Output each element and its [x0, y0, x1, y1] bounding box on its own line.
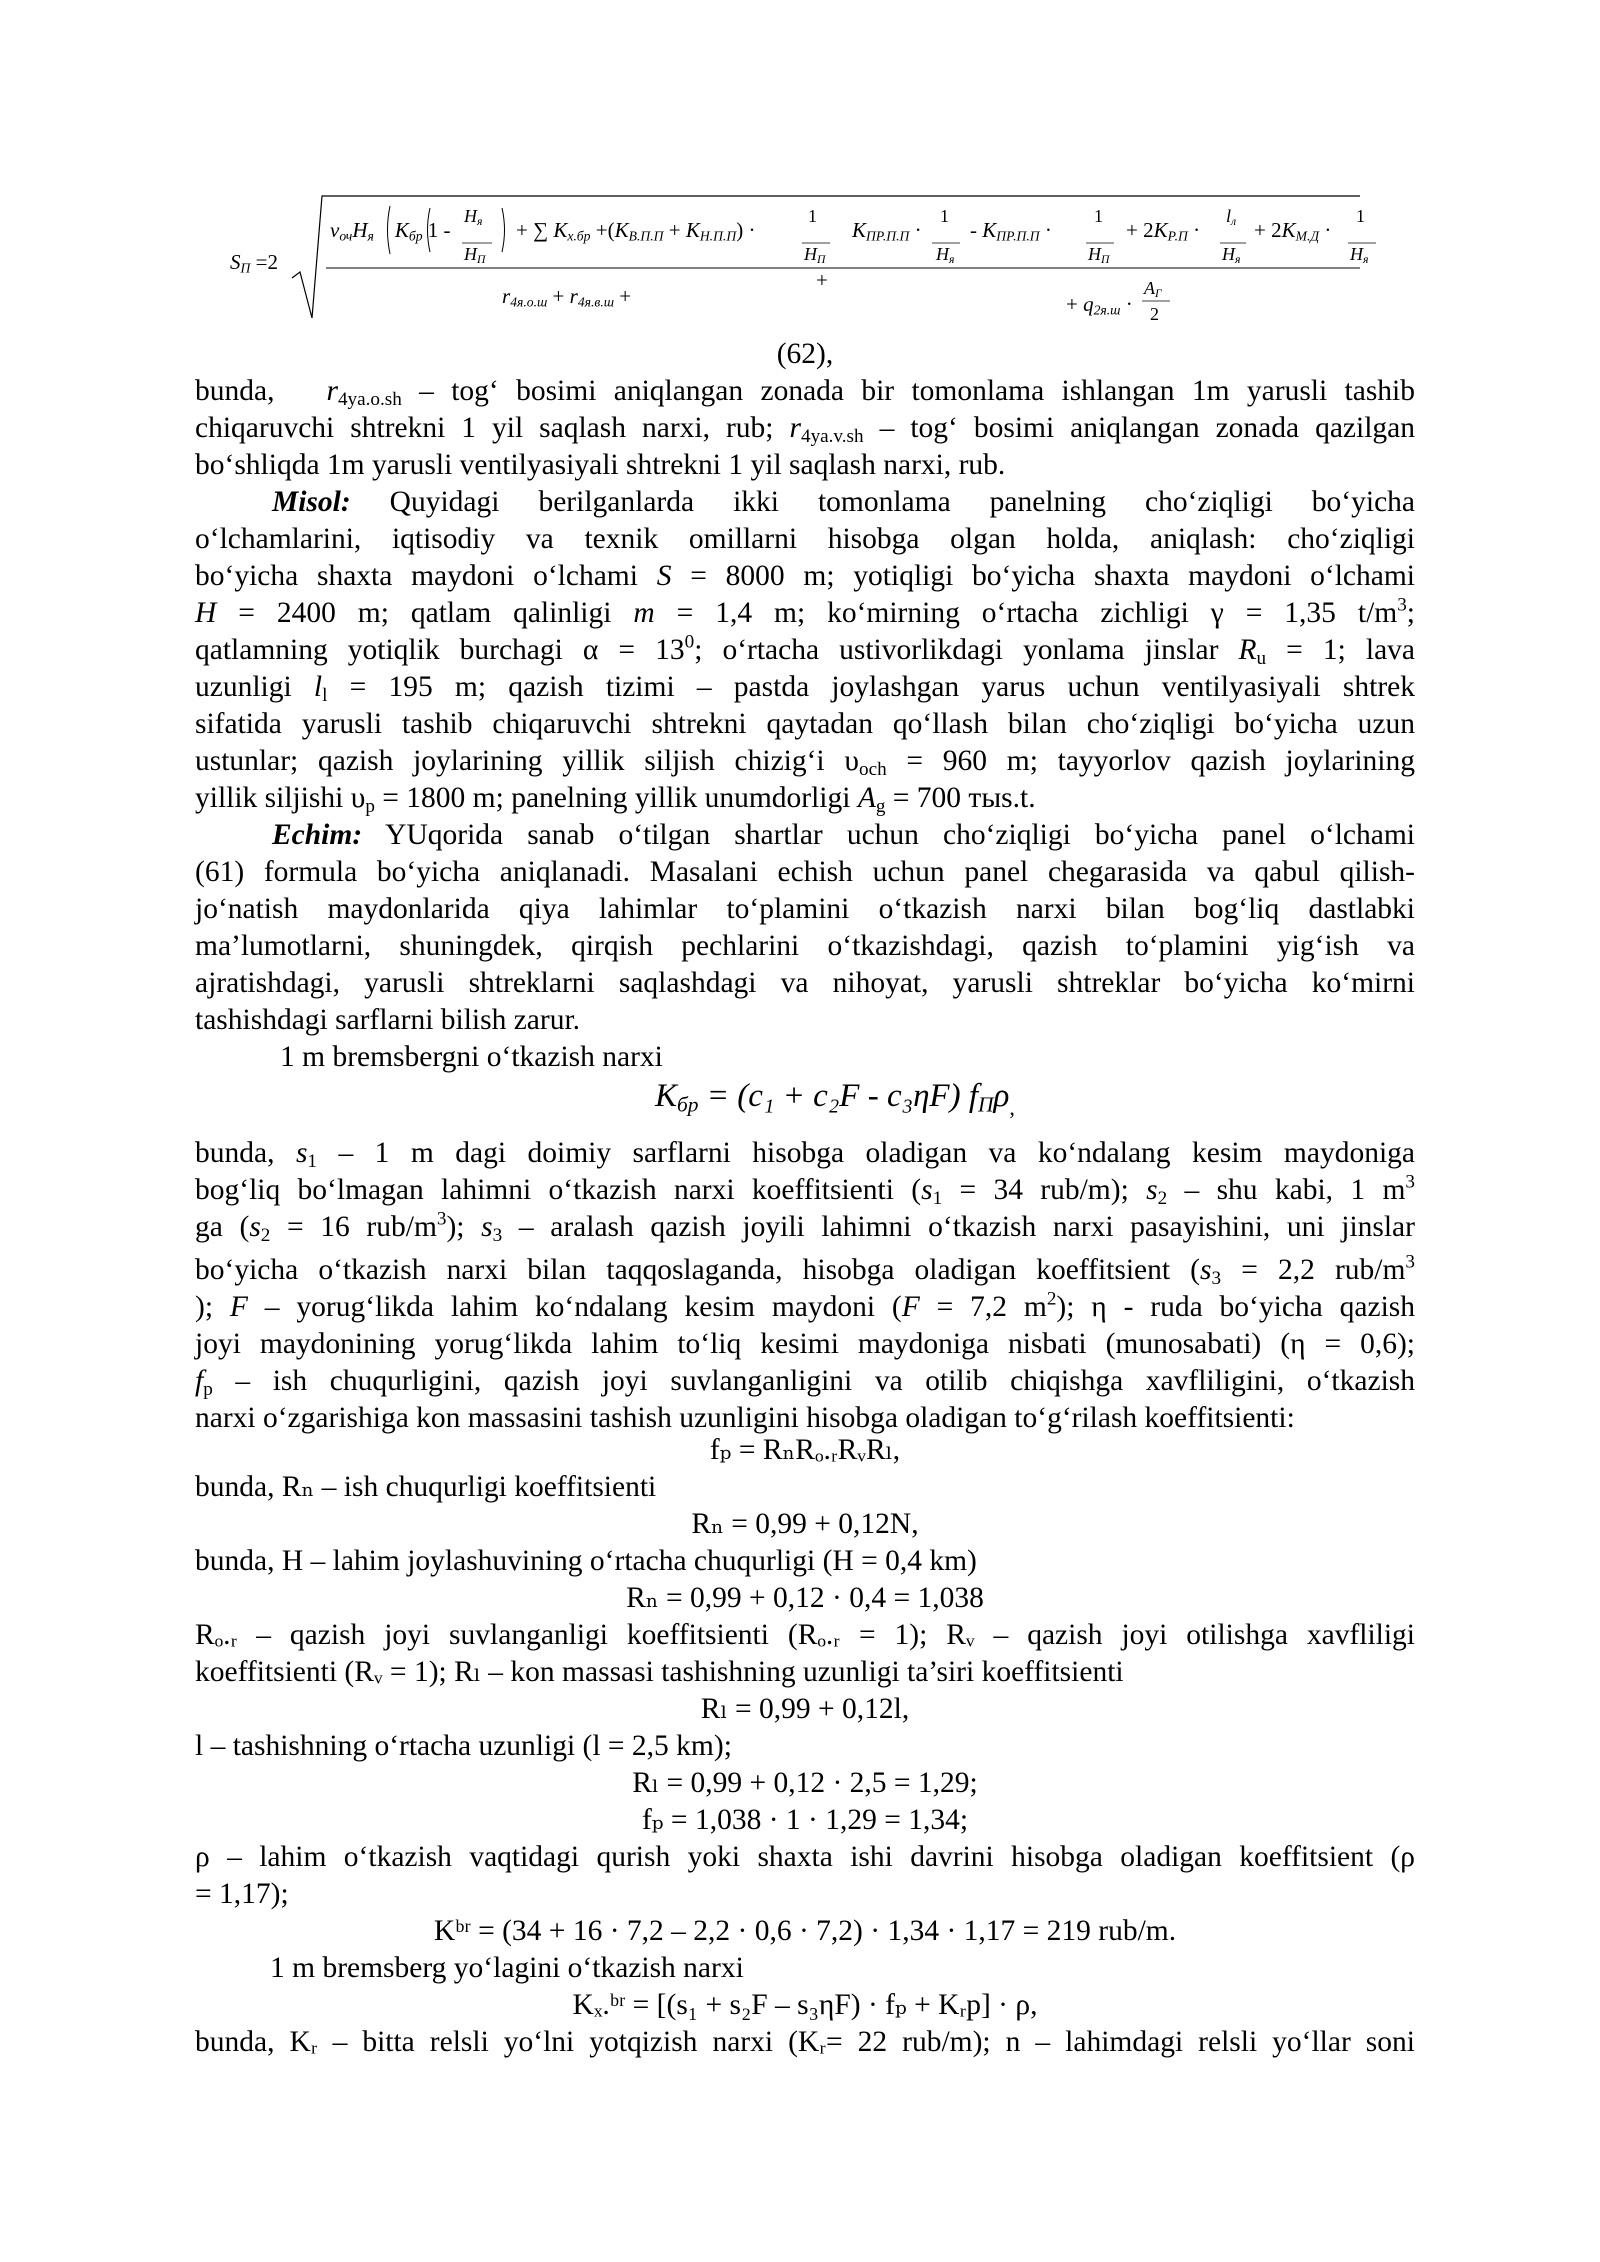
- fp-calc: fₚ = 1,038 · 1 · 1,29 = 1,34;: [641, 1804, 969, 1836]
- formula-62-one2: 1: [940, 206, 949, 226]
- formula-62-kmd: + $2K_{М.Д}$ ·: [1254, 218, 1332, 244]
- fp-formula: fₚ = RₙRₒ.ᵣRᵥRₗ,: [709, 1434, 901, 1466]
- formula-62-denominator: $r_{4я.о.ш} + r_{4я.в.ш}$ +: [502, 284, 632, 310]
- formula-62-kpr2: - $K_{ПР.П.П}$ ·: [970, 218, 1052, 244]
- paragraph-bunda-s1: bunda, $s_1 - 1$ m dagi doimiy sarflarni hisobga oladigan va ko‘ndalang kesim maydoniga bog‘liq bo‘lmagan lahimni o‘tkazish narxi koeffitsienti ($s_1 = 34$ rub/m); $s_2$ – shu kabi, 1 $m^3$ ga ($s_2 = 16$ rub/$m^3$); $s_3$ – aralash qazish joyili lahimni o‘tkazish narxi pasayishini, uni jinslar bo‘yicha o‘tkazish narxi bilan taqqoslaganda, hisobga oladigan koeffitsient ($s_3 = 2,2$ rub/$m^3$ ); F – yorug‘likda lahim ko‘ndalang kesim maydoni (F = 7,2 $m^2$); η - ruda bo‘yicha qazish joyi maydonining yorug‘likda lahim to‘liq kesimi maydoniga nisbati (munosabati) (η = 0,6); $f_p$ – ish chuqurligini, qazish joyi suvlanganligini va otilib chiqishga xavfliligini, o‘tkazish narxi o‘zgarishiga kon massasini tashish uzunligini hisobga oladigan to‘g‘rilash koeffitsienti:: [195, 1137, 1416, 1434]
- kxbr-formula: Kₓ.ᵇʳ = [(s₁ + s₂F – s₃ηF) · fₚ + Kᵣp] · ρ,: [572, 1989, 1038, 2021]
- formula-62-lhs: $S_П =2$: [230, 250, 278, 276]
- rn-calc: Rₙ = 0,99 + 0,12 · 0,4 = 1,038: [626, 1582, 984, 1614]
- formula-62-hya2: $H_я$: [1222, 244, 1241, 266]
- formula-62-frac1-den: $H_П$: [464, 244, 486, 266]
- formula-62-hp: $H_П$: [804, 244, 826, 266]
- kbr-formula: $K_{бр} = (c_1 + c_2F - c_3\eta F)$ $f_П\rho_,$: [655, 1078, 1015, 1120]
- formula-62-hp2: $H_П$: [1088, 244, 1110, 266]
- formula-62-two: 2: [1150, 304, 1159, 324]
- rl-calc: Rₗ = 0,99 + 0,12 · 2,5 = 1,29;: [632, 1767, 978, 1799]
- formula-62-numerator: $\nu_{оч}H_я$ $K_{бр}$ 1 -: [330, 218, 451, 244]
- paragraph-echim: Echim: YUqorida sanab o‘tilgan shartlar uchun cho‘ziqligi bo‘yicha panel o‘lchami (61) formula bo‘yicha aniqlanadi. Masalani echish uchun panel chegarasida va qabul qilish- jo‘natish maydonlarida qiya lahimlar to‘plamini o‘tkazish narxi bilan bog‘liq dastlabki ma’lumotlarni, shuningdek, qirqish pechlarini o‘tkazishdagi, qazish to‘plamini yig‘ish va ajratishdagi, yarusli shtreklarni saqlashdagi va nihoyat, yarusli shtreklar bo‘yicha ko‘mirni tashishdagi sarflarni bilish zarur.: [195, 819, 1415, 1036]
- paragraph-roz: Rₒ.ᵣ – qazish joyi suvlanganligi koeffitsienti (Rₒ.ᵣ = 1); Rᵥ – qazish joyi otilishga xavfliligi koeffitsienti (Rᵥ = 1); Rₗ – kon massasi tashishning uzunligi ta’siri koeffitsienti: [195, 1619, 1415, 1688]
- rn-formula: Rₙ = 0,99 + 0,12N,: [691, 1508, 919, 1540]
- rl-formula: Rₗ = 0,99 + 0,12l,: [700, 1693, 910, 1725]
- formula-62-krp: + $2K_{Р.П}$ ·: [1126, 218, 1201, 244]
- h-intro: bunda, H – lahim joylashuvining o‘rtacha chuqurligi (H = 0,4 km): [195, 1545, 977, 1577]
- formula-62-plus: +: [816, 268, 828, 292]
- kbr-calc: Kᵇʳ = (34 + 16 · 7,2 – 2,2 · 0,6 · 7,2) · 1,34 · 1,17 = 219 rub/m.: [433, 1915, 1177, 1947]
- paragraph-misol: Misol: Quyidagi berilganlarda ikki tomonlama panelning cho‘ziqligi bo‘yicha o‘lchamlarini, iqtisodiy va texnik omillarni hisobga olgan holda, aniqlash: cho‘ziqligi bo‘yicha shaxta maydoni o‘lchami S = 8000 m; yotiqligi bo‘yicha shaxta maydoni o‘lchami H = 2400 m; qatlam qalinligi m = 1,4 m; ko‘mirning o‘rtacha zichligi γ = 1,35 $t/m^3$; qatlamning yotiqlik burchagi $\alpha = 13^0$; o‘rtacha ustivorlikdagi yonlama jinslar $R_u = 1$; lava uzunligi $l_l = 195$ m; qazish tizimi – pastda joylashgan yarus uchun ventilyasiyali shtrek sifatida yarusli tashib chiqaruvchi shtrekni qaytadan qo‘llash bilan cho‘ziqligi bo‘yicha uzun ustunlar; qazish joylarining yillik siljish chizig‘i $\upsilon_{och} = 960$ m; tayyorlov qazish joylarining yillik siljishi $\upsilon_p = 1800$ m; panelning yillik unumdorligi $A_g = 700$ тыs.t.: [195, 486, 1416, 817]
- formula-62-kpr: $K_{ПР.П.П}$ ·: [852, 218, 922, 244]
- bremsberg-cost-title: 1 m bremsbergni o‘tkazish narxi: [280, 1041, 663, 1073]
- formula-62: [230, 186, 1390, 336]
- paragraph-bunda-r4: bunda, $r_{4ya.o.sh}$ – tog‘ bosimi aniqlangan zonada bir tomonlama ishlangan 1m yarusli tashib chiqaruvchi shtrekni 1 yil saqlash narxi, rub; $r_{4ya.v.sh}$ – tog‘ bosimi aniqlangan zonada qazilgan bo‘shliqda 1m yarusli ventilyasiyali shtrekni 1 yil saqlash narxi, rub.: [195, 375, 1416, 481]
- formula-62-one4: 1: [1356, 206, 1365, 226]
- formula-62-sum: + ∑ $K_{х.бр} +(K_{В.П.П} + K_{Н.П.П})$ ·: [516, 218, 756, 244]
- formula-62-hya: $H_я$: [936, 244, 955, 266]
- formula-62-ag: $A_Г$: [1144, 278, 1162, 300]
- rn-intro: bunda, Rₙ – ish chuqurligi koeffitsienti: [195, 1471, 657, 1503]
- formula-62-label: (62),: [776, 338, 834, 370]
- paragraph-rho: ρ – lahim o‘tkazish vaqtidagi qurish yoki shaxta ishi davrini hisobga oladigan koeffitsient (ρ = 1,17);: [195, 1841, 1415, 1910]
- formula-62-one3: 1: [1094, 206, 1103, 226]
- formula-62-hya3: $H_я$: [1350, 244, 1369, 266]
- formula-62-ll: $l_л$: [1226, 206, 1237, 228]
- formula-62-frac1: $H_я$: [464, 206, 483, 228]
- paragraph-last: bunda, Kᵣ – bitta relsli yo‘lni yotqizish narxi (Kᵣ= 22 rub/m); n – lahimdagi relsli yo‘llar soni: [195, 2026, 1415, 2058]
- formula-62-one: 1: [808, 206, 817, 226]
- l-intro: l – tashishning o‘rtacha uzunligi (l = 2,5 km);: [195, 1730, 732, 1762]
- yolak-cost-title: 1 m bremsberg yo‘lagini o‘tkazish narxi: [270, 1952, 744, 1984]
- formula-62-q: + $q_{2я.ш}$ ·: [1066, 292, 1133, 318]
